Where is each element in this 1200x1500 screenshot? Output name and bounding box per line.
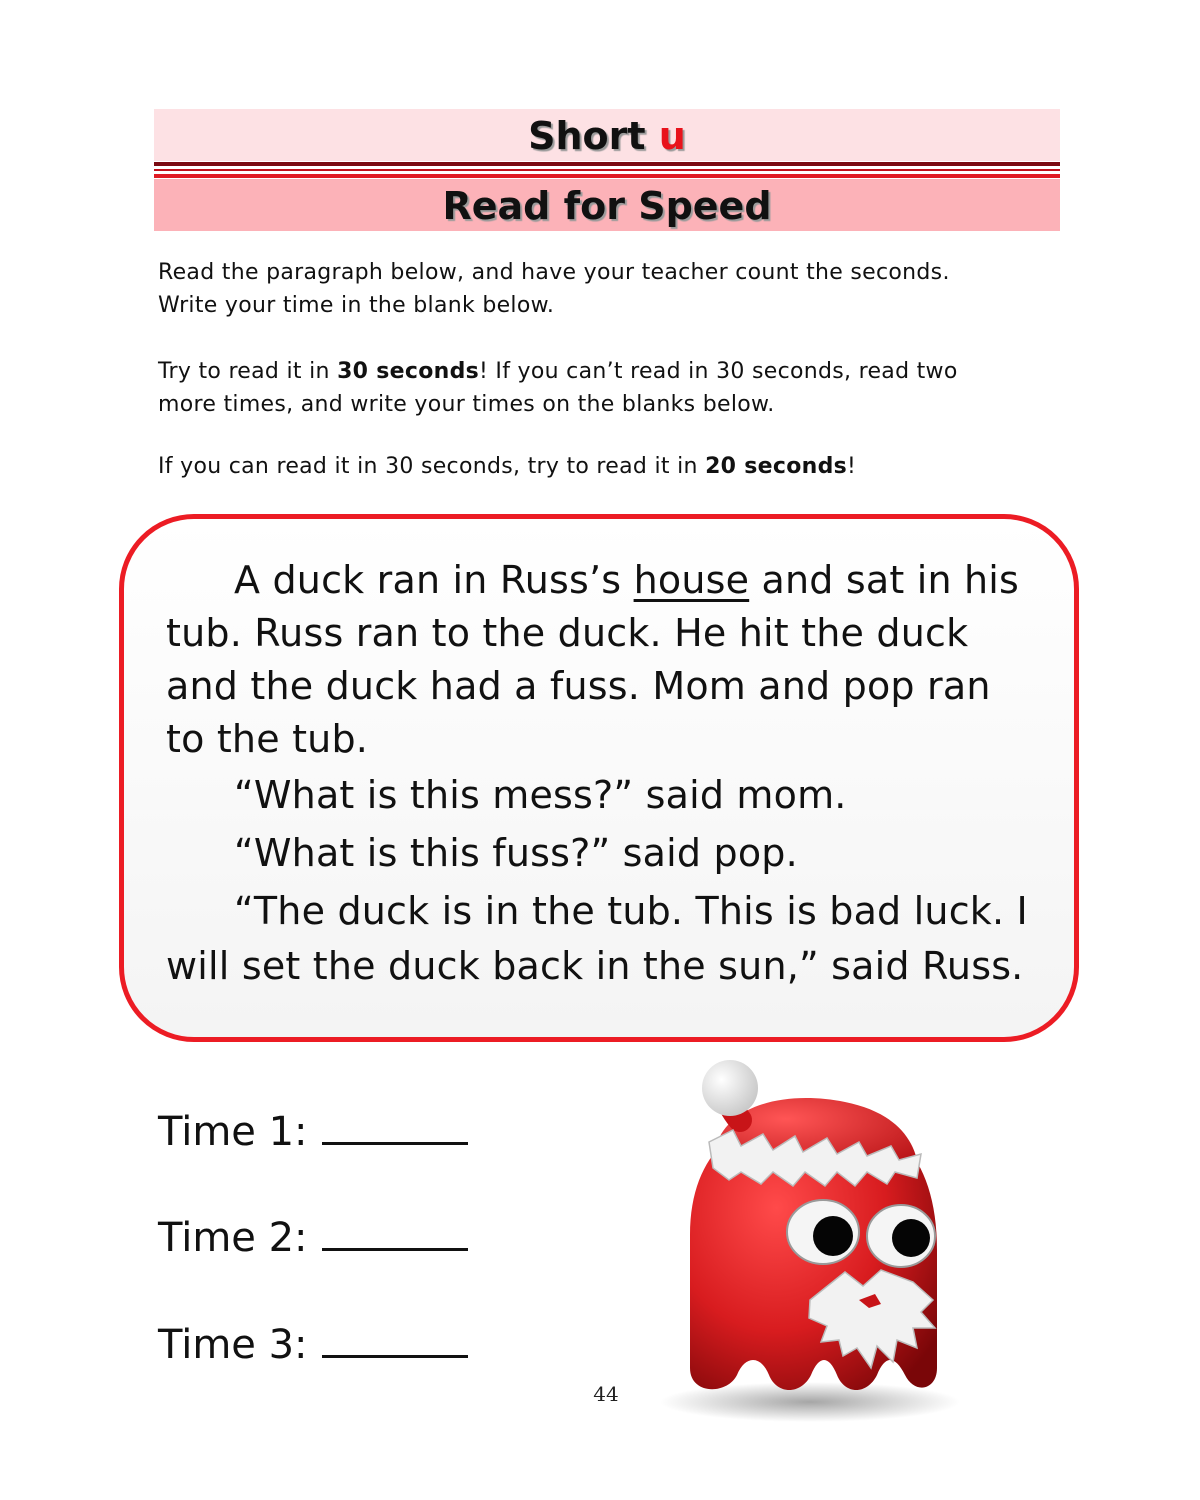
time-label: Time 2: bbox=[158, 1215, 308, 1261]
instruction-line: Read the paragraph below, and have your teacher count the seconds. bbox=[158, 260, 950, 285]
santa-ghost-icon bbox=[645, 1050, 975, 1425]
page-number: 44 bbox=[593, 1382, 619, 1406]
time-row-2 bbox=[158, 1214, 468, 1262]
time-row-3 bbox=[158, 1321, 468, 1369]
time-blank[interactable] bbox=[322, 1214, 468, 1251]
time-row-1 bbox=[158, 1108, 468, 1156]
story-line: A duck ran in Russ’s house and sat in his bbox=[234, 558, 1020, 602]
instruction-paragraph-3 bbox=[158, 450, 1038, 483]
instruction-paragraph-2 bbox=[158, 355, 1038, 421]
story-line: to the tub. bbox=[166, 717, 369, 761]
time-label: Time 1: bbox=[158, 1109, 308, 1155]
story-line: “What is this fuss?” said pop. bbox=[234, 831, 798, 875]
divider bbox=[154, 162, 1060, 166]
subtitle: Read for Speed bbox=[442, 184, 772, 228]
bold-time: 20 seconds bbox=[705, 454, 848, 479]
underlined-word: house bbox=[633, 558, 750, 602]
bold-time: 30 seconds bbox=[337, 359, 480, 384]
story-line: will set the duck back in the sun,” said Russ. bbox=[166, 944, 1024, 988]
instruction-line: more times, and write your times on the blanks below. bbox=[158, 392, 775, 417]
subtitle-banner bbox=[154, 179, 1060, 231]
story-line: tub. Russ ran to the duck. He hit the duck bbox=[166, 611, 969, 655]
time-label: Time 3: bbox=[158, 1322, 308, 1368]
time-blank[interactable] bbox=[322, 1321, 468, 1358]
title-banner bbox=[154, 109, 1060, 161]
divider bbox=[154, 169, 1060, 171]
story-line: “What is this mess?” said mom. bbox=[234, 773, 847, 817]
divider bbox=[154, 174, 1060, 178]
instruction-line: If you can read it in 30 seconds, try to read it in 20 seconds! bbox=[158, 454, 857, 479]
instruction-line: Try to read it in 30 seconds! If you can’t read in 30 seconds, read two bbox=[158, 359, 958, 384]
time-blank[interactable] bbox=[322, 1108, 468, 1145]
story-line: and the duck had a fuss. Mom and pop ran bbox=[166, 664, 991, 708]
instruction-line: Write your time in the blank below. bbox=[158, 293, 555, 318]
story-text bbox=[166, 554, 1036, 993]
title-prefix: Short bbox=[528, 114, 646, 158]
instruction-paragraph-1 bbox=[158, 256, 1038, 322]
story-line: “The duck is in the tub. This is bad luck. I bbox=[234, 889, 1028, 933]
title-letter: u bbox=[658, 114, 686, 158]
